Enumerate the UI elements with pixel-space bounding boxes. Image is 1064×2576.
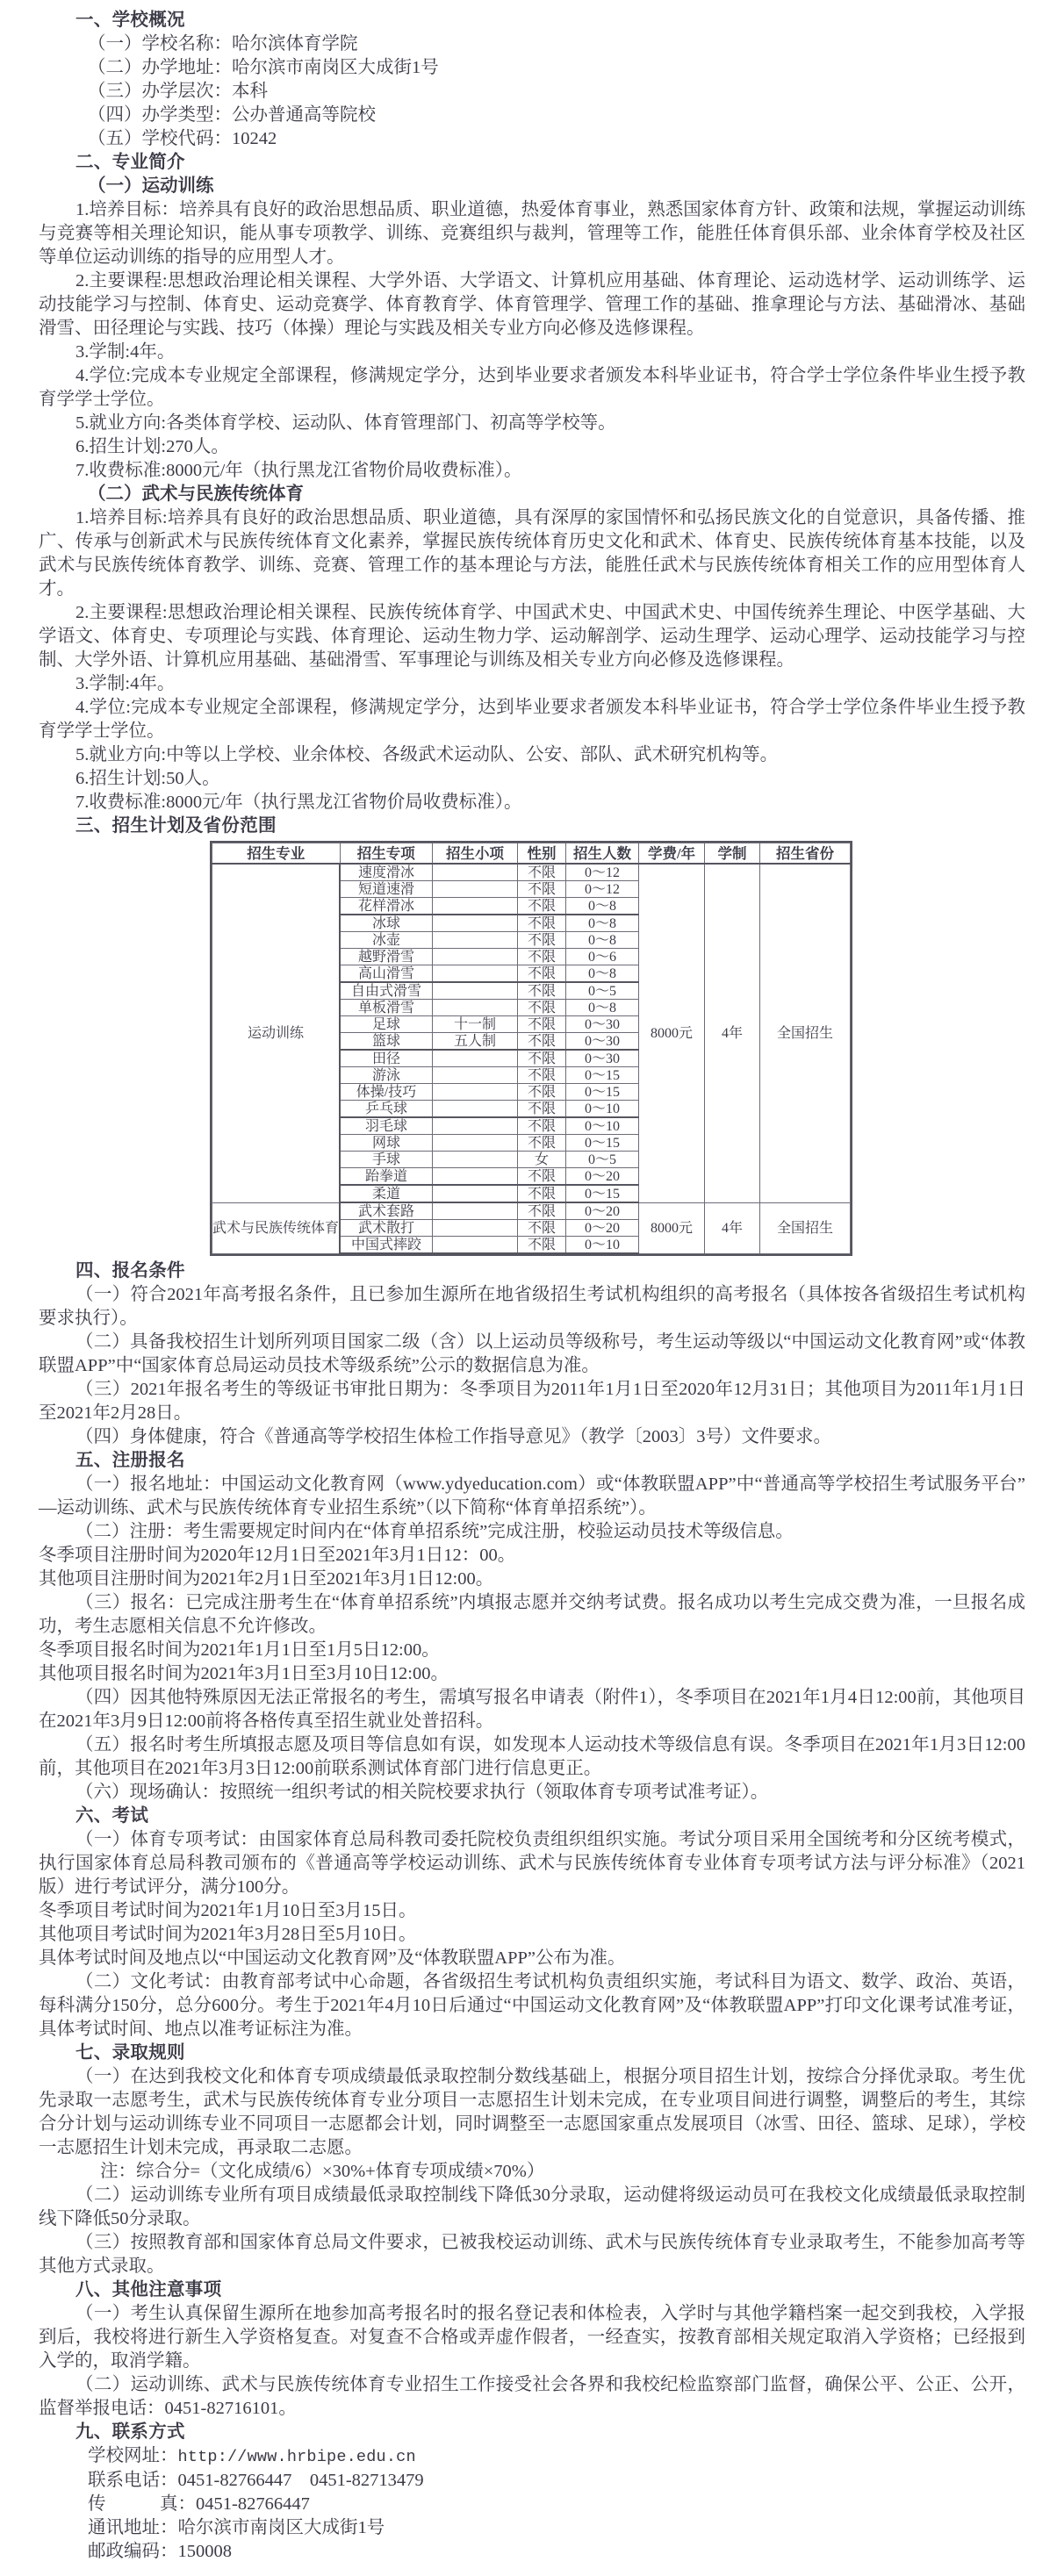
cell-count: 0～6: [566, 949, 639, 965]
contact-website-value[interactable]: http://www.hrbipe.edu.cn: [177, 2448, 416, 2466]
cell-event: 网球: [340, 1135, 433, 1152]
cell-event: 田径: [340, 1050, 433, 1067]
cell-gender: 不限: [518, 1067, 566, 1084]
cell-gender: 不限: [518, 932, 566, 949]
major2-duration: 3.学制:4年。: [75, 674, 176, 693]
major1-degree: 4.学位:完成本专业规定全部课程，修满规定学分，达到毕业要求者颁发本科毕业证书，符合学士学位条件毕业生授予教育学学士学位。: [39, 366, 1025, 409]
cell-major: 武术与民族传统体育: [212, 1202, 341, 1253]
major1-courses: 2.主要课程:思想政治理论相关课程、大学外语、大学语文、计算机应用基础、体育理论、运动选材学、运动训练学、运动技能学习与控制、体育史、运动竞赛学、体育教育学、体育管理学、管理工作的基础、推拿理论与方法、基础滑冰、基础滑雪、田径理论与实践、技巧（体操）理论与实践及相关专业方向必修及选修课程。: [39, 271, 1025, 338]
cell-gender: 不限: [518, 1220, 566, 1237]
major-title-sports-training: （一）运动训练: [88, 176, 214, 196]
exam-item-1: （一）体育专项考试：由国家体育总局科教司委托院校负责组织组织实施。考试分项目采用全国统考和分区统考模式，执行国家体育总局科教司颁布的《普通高等学校运动训练、武术与民族传统体育专业体育专项考试方法与评分标准》（2021版）进行考试评分，满分100分。: [39, 1830, 1025, 1897]
section-title-contact: 九、联系方式: [75, 2422, 185, 2442]
reg-other-signup-time: 其他项目报名时间为2021年3月1日至3月10日12:00。: [39, 1664, 449, 1683]
cell-subevent: [433, 1185, 518, 1202]
section-title-enrollment-plan: 三、招生计划及省份范围: [75, 816, 277, 836]
cell-gender: 不限: [518, 949, 566, 965]
req-item-1: （一）符合2021年高考报名条件，且已参加生源所在地省级招生考试机构组织的高考报名（具体按各省级招生考试机构要求执行）。: [39, 1285, 1025, 1328]
reg-winter-register-time: 冬季项目注册时间为2020年12月1日至2021年3月1日12：00。: [39, 1546, 516, 1565]
section-title-admission-rules: 七、录取规则: [75, 2043, 185, 2063]
cell-gender: 不限: [518, 1000, 566, 1016]
cell-count: 0～12: [566, 864, 639, 881]
cell-subevent: [433, 1084, 518, 1101]
contact-phone-value: 0451-82766447 0451-82713479: [177, 2471, 424, 2490]
contact-zip: [39, 2540, 1025, 2564]
cell-count: 0～10: [566, 1237, 639, 1254]
exam-location-note: 具体考试时间及地点以“中国运动文化教育网”及“体教联盟APP”公布为准。: [39, 1948, 626, 1968]
contact-website-label: 学校网址：: [88, 2446, 178, 2465]
th-subevent: 招生小项: [433, 843, 518, 865]
reg-winter-signup-time: 冬季项目报名时间为2021年1月1日至1月5日12:00。: [39, 1640, 440, 1660]
cell-subevent: [433, 982, 518, 1000]
reg-item-5: （五）报名时考生所填报志愿及项目等信息如有误，如发现本人运动技术等级信息有误。冬季项目在2021年1月3日12:00前，其他项目在2021年3月3日12:00前联系测试体育部门进行信息更正。: [39, 1735, 1025, 1778]
major1-tuition: 7.收费标准:8000元/年（执行黑龙江省物价局收费标准）。: [75, 461, 522, 480]
cell-subevent: 十一制: [433, 1016, 518, 1033]
cell-subevent: [433, 965, 518, 983]
th-fee: 学费/年: [639, 843, 705, 865]
admission-formula-note: 注：综合分=（文化成绩/6）×30%+体育专项成绩×70%）: [100, 2162, 545, 2181]
req-item-4: （四）身体健康，符合《普通高等学校招生体检工作指导意见》（教学〔2003〕3号）文件要求。: [75, 1427, 831, 1446]
cell-gender: 不限: [518, 1084, 566, 1101]
cell-count: 0～8: [566, 932, 639, 949]
admission-item-1: （一）在达到我校文化和体育专项成绩最低录取控制分数线基础上，根据分项目招生计划，按综合分择优录取。考生优先录取一志愿考生，武术与民族传统体育专业分项目一志愿招生计划未完成，在专业项目间进行调整，调整后的考生，其综合分计划与运动训练专业不同项目一志愿都会计划，同时调整至一志愿国家重点发展项目（冰雪、田径、篮球、足球），学校一志愿招生计划未完成，再录取二志愿。: [39, 2067, 1025, 2157]
reg-item-4: （四）因其他特殊原因无法正常报名的考生，需填写报名申请表（附件1），冬季项目在2021年1月4日12:00前，其他项目在2021年3月9日12:00前将各格传真至招生就业处普招科。: [39, 1688, 1025, 1731]
table-header-row: [212, 843, 851, 865]
cell-event: 武术散打: [340, 1220, 433, 1237]
contact-phone-label: 联系电话：: [88, 2471, 178, 2490]
major2-employment: 5.就业方向:中等以上学校、业余体校、各级武术运动队、公安、部队、武术研究机构等。: [75, 745, 779, 764]
section-title-school-overview: 一、学校概况: [75, 11, 185, 30]
cell-event: 花样滑冰: [340, 898, 433, 915]
contact-fax: [39, 2493, 1025, 2516]
contact-address-label: 通讯地址：: [88, 2518, 178, 2537]
th-event: 招生专项: [340, 843, 433, 865]
cell-count: 0～15: [566, 1135, 639, 1152]
contact-address-value: 哈尔滨市南岗区大成街1号: [177, 2518, 385, 2537]
exam-other-time: 其他项目考试时间为2021年3月28日至5月10日。: [39, 1925, 417, 1944]
major1-employment: 5.就业方向:各类体育学校、运动队、体育管理部门、初高等学校等。: [75, 413, 616, 433]
cell-event: 中国式摔跤: [340, 1237, 433, 1254]
enrollment-table-border: [210, 841, 852, 1256]
cell-subevent: [433, 1135, 518, 1152]
school-type-line: （四）办学类型：公办普通高等院校: [88, 105, 376, 125]
cell-event: 单板滑雪: [340, 1000, 433, 1016]
cell-event: 体操/技巧: [340, 1084, 433, 1101]
school-name-line: （一）学校名称：哈尔滨体育学院: [88, 34, 358, 54]
major2-tuition: 7.收费标准:8000元/年（执行黑龙江省物价局收费标准）。: [75, 793, 522, 812]
cell-subevent: 五人制: [433, 1033, 518, 1051]
cell-count: 0～10: [566, 1117, 639, 1135]
cell-gender: 不限: [518, 1135, 566, 1152]
cell-event: 高山滑雪: [340, 965, 433, 983]
cell-gender: 不限: [518, 881, 566, 898]
cell-gender: 不限: [518, 1168, 566, 1186]
major1-goal: 1.培养目标：培养具有良好的政治思想品质、职业道德，热爱体育事业，熟悉国家体育方针、政策和法规，掌握运动训练与竞赛等相关理论知识，能从事专项教学、训练、竞赛组织与裁判，管理等工作，能胜任体育俱乐部、业余体育学校及社区等单位运动训练的指导的应用型人才。: [39, 200, 1025, 267]
th-province: 招生省份: [760, 843, 851, 865]
exam-item-2: （二）文化考试：由教育部考试中心命题，各省级招生考试机构负责组织实施，考试科目为语文、数学、政治、英语，每科满分150分，总分600分。考生于2021年4月10日后通过“中国运动文化教育网”及“体教联盟APP”打印文化课考试准考证，具体考试时间、地点以准考证标注为准。: [39, 1972, 1025, 2039]
cell-province: 全国招生: [760, 864, 851, 1202]
exam-winter-time: 冬季项目考试时间为2021年1月10日至3月15日。: [39, 1901, 417, 1920]
major1-duration: 3.学制:4年。: [75, 342, 176, 362]
cell-subevent: [433, 932, 518, 949]
cell-event: 游泳: [340, 1067, 433, 1084]
table-row: [212, 864, 851, 881]
cell-count: 0～10: [566, 1101, 639, 1118]
cell-subevent: [433, 1000, 518, 1016]
cell-event: 自由式滑雪: [340, 982, 433, 1000]
cell-subevent: [433, 949, 518, 965]
note-item-1: （一）考生认真保留生源所在地参加高考报名时的报名登记表和体检表，入学时与其他学籍档案一起交到我校，入学报到后，我校将进行新生入学资格复查。对复查不合格或弄虚作假者，一经查实，按教育部相关规定取消入学资格；已经报到入学的，取消学籍。: [39, 2304, 1025, 2371]
cell-event: 篮球: [340, 1033, 433, 1051]
major2-degree: 4.学位:完成本专业规定全部课程，修满规定学分，达到毕业要求者颁发本科毕业证书，符合学士学位条件毕业生授予教育学学士学位。: [39, 698, 1025, 741]
school-level-line: （三）办学层次：本科: [88, 82, 268, 101]
cell-subevent: [433, 1101, 518, 1118]
cell-count: 0～20: [566, 1168, 639, 1186]
th-count: 招生人数: [566, 843, 639, 865]
school-code-line: （五）学校代码：10242: [88, 129, 277, 148]
cell-gender: 不限: [518, 1185, 566, 1202]
cell-event: 武术套路: [340, 1202, 433, 1220]
major2-goal: 1.培养目标:培养具有良好的政治思想品质、职业道德，具有深厚的家国情怀和弘扬民族文化的自觉意识，具备传播、推广、传承与创新武术与民族传统体育文化素养，掌握民族传统体育历史文化和武术、体育史、民族传统体育基本技能，以及武术与民族传统体育教学、训练、竞赛、管理工作的基本理论与方法，能胜任武术与民族传统体育相关工作的应用型体育人才。: [39, 508, 1025, 599]
cell-count: 0～15: [566, 1084, 639, 1101]
cell-subevent: [433, 1220, 518, 1237]
cell-gender: 不限: [518, 982, 566, 1000]
reg-item-2: （二）注册：考生需要规定时间内在“体育单招系统”完成注册，校验运动员技术等级信息。: [75, 1522, 794, 1541]
cell-count: 0～8: [566, 898, 639, 915]
cell-count: 0～20: [566, 1202, 639, 1220]
note-item-2: （二）运动训练、武术与民族传统体育专业招生工作接受社会各界和我校纪检监察部门监督，确保公平、公正、公开，监督举报电话：0451-82716101。: [39, 2375, 1025, 2418]
cell-event: 乒乓球: [340, 1101, 433, 1118]
cell-count: 0～8: [566, 915, 639, 932]
cell-gender: 不限: [518, 1101, 566, 1118]
major2-quota: 6.招生计划:50人。: [75, 769, 220, 788]
cell-gender: 不限: [518, 1237, 566, 1254]
cell-fee: 8000元: [639, 864, 705, 1202]
cell-subevent: [433, 864, 518, 881]
th-major: 招生专业: [212, 843, 341, 865]
cell-subevent: [433, 898, 518, 915]
enrollment-plan-table: [212, 843, 851, 1254]
reg-item-6: （六）现场确认：按照统一组织考试的相关院校要求执行（领取体育专项考试准考证）。: [75, 1783, 769, 1802]
cell-subevent: [433, 1237, 518, 1254]
cell-event: 柔道: [340, 1185, 433, 1202]
cell-count: 0～30: [566, 1016, 639, 1033]
req-item-3: （三）2021年报名考生的等级证书审批日期为：冬季项目为2011年1月1日至2020年12月31日；其他项目为2011年1月1日至2021年2月28日。: [39, 1380, 1025, 1423]
cell-major: 运动训练: [212, 864, 341, 1202]
cell-count: 0～5: [566, 1152, 639, 1168]
contact-zip-label: 邮政编码：: [88, 2542, 178, 2561]
cell-gender: 不限: [518, 1016, 566, 1033]
cell-gender: 不限: [518, 965, 566, 983]
reg-item-1: （一）报名地址：中国运动文化教育网（www.ydyeducation.com）或“体教联盟APP”中“普通高等学校招生考试服务平台”—运动训练、武术与民族传统体育专业招生系统”（以下简称“体育单招系统”）。: [39, 1475, 1025, 1518]
cell-count: 0～15: [566, 1067, 639, 1084]
cell-gender: 不限: [518, 1050, 566, 1067]
th-gender: 性别: [518, 843, 566, 865]
section-title-exam: 六、考试: [75, 1806, 149, 1826]
contact-zip-value: 150008: [177, 2542, 232, 2561]
cell-event: 羽毛球: [340, 1117, 433, 1135]
cell-count: 0～30: [566, 1033, 639, 1051]
cell-gender: 不限: [518, 864, 566, 881]
cell-count: 0～5: [566, 982, 639, 1000]
school-address-line: （二）办学地址：哈尔滨市南岗区大成街1号: [88, 58, 439, 77]
cell-event: 跆拳道: [340, 1168, 433, 1186]
contact-fax-value: 0451-82766447: [196, 2494, 310, 2514]
cell-count: 0～15: [566, 1185, 639, 1202]
contact-address: [39, 2516, 1025, 2540]
cell-subevent: [433, 1050, 518, 1067]
cell-province: 全国招生: [760, 1202, 851, 1253]
cell-years: 4年: [705, 864, 760, 1202]
table-body: [212, 864, 851, 1253]
cell-subevent: [433, 881, 518, 898]
req-item-2: （二）具备我校招生计划所列项目国家二级（含）以上运动员等级称号，考生运动等级以“中国运动文化教育网”或“体教联盟APP”中“国家体育总局运动员技术等级系统”公示的数据信息为准。: [39, 1332, 1025, 1375]
major2-courses: 2.主要课程:思想政治理论相关课程、民族传统体育学、中国武术史、中国武术史、中国传统养生理论、中医学基础、大学语文、体育史、专项理论与实践、体育理论、运动生物力学、运动解剖学、运动生理学、运动心理学、运动技能学习与控制、大学外语、计算机应用基础、基础滑雪、军事理论与训练及相关专业方向必修及选修课程。: [39, 603, 1025, 670]
contact-website: [39, 2444, 1025, 2469]
cell-gender: 不限: [518, 898, 566, 915]
cell-subevent: [433, 1117, 518, 1135]
reg-other-register-time: 其他项目注册时间为2021年2月1日至2021年3月1日12:00。: [39, 1569, 494, 1589]
cell-subevent: [433, 1168, 518, 1186]
contact-phone: [39, 2469, 1025, 2493]
reg-item-3: （三）报名：已完成注册考生在“体育单招系统”内填报志愿并交纳考试费。报名成功以考生完成交费为准，一旦报名成功，考生志愿相关信息不允许修改。: [39, 1593, 1025, 1636]
cell-years: 4年: [705, 1202, 760, 1253]
enrollment-table-wrapper: [39, 841, 1025, 1256]
th-years: 学制: [705, 843, 760, 865]
cell-event: 短道速滑: [340, 881, 433, 898]
cell-count: 0～8: [566, 1000, 639, 1016]
table-head: [212, 843, 851, 865]
cell-count: 0～8: [566, 965, 639, 983]
section-title-major-intro: 二、专业简介: [75, 153, 185, 172]
cell-gender: 不限: [518, 915, 566, 932]
cell-gender: 女: [518, 1152, 566, 1168]
cell-subevent: [433, 1202, 518, 1220]
cell-event: 越野滑雪: [340, 949, 433, 965]
cell-count: 0～20: [566, 1220, 639, 1237]
admission-item-2: （二）运动训练专业所有项目成绩最低录取控制线下降低30分录取，运动健将级运动员可在我校文化成绩最低录取控制线下降低50分录取。: [39, 2185, 1025, 2228]
cell-event: 速度滑冰: [340, 864, 433, 881]
cell-event: 冰壶: [340, 932, 433, 949]
cell-gender: 不限: [518, 1033, 566, 1051]
cell-gender: 不限: [518, 1117, 566, 1135]
cell-subevent: [433, 915, 518, 932]
section-title-registration: 五、注册报名: [75, 1451, 185, 1470]
cell-event: 冰球: [340, 915, 433, 932]
cell-count: 0～12: [566, 881, 639, 898]
table-row: [212, 1202, 851, 1220]
cell-count: 0～30: [566, 1050, 639, 1067]
cell-event: 手球: [340, 1152, 433, 1168]
major1-quota: 6.招生计划:270人。: [75, 437, 229, 456]
section-title-other-notes: 八、其他注意事项: [75, 2280, 222, 2300]
contact-fax-label: 传 真：: [88, 2494, 196, 2514]
cell-event: 足球: [340, 1016, 433, 1033]
major-title-wushu: （二）武术与民族传统体育: [88, 484, 304, 504]
cell-subevent: [433, 1152, 518, 1168]
cell-gender: 不限: [518, 1202, 566, 1220]
cell-fee: 8000元: [639, 1202, 705, 1253]
section-title-requirements: 四、报名条件: [75, 1261, 185, 1281]
admission-item-3: （三）按照教育部和国家体育总局文件要求，已被我校运动训练、武术与民族传统体育专业录取考生，不能参加高考等其他方式录取。: [39, 2233, 1025, 2276]
cell-subevent: [433, 1067, 518, 1084]
